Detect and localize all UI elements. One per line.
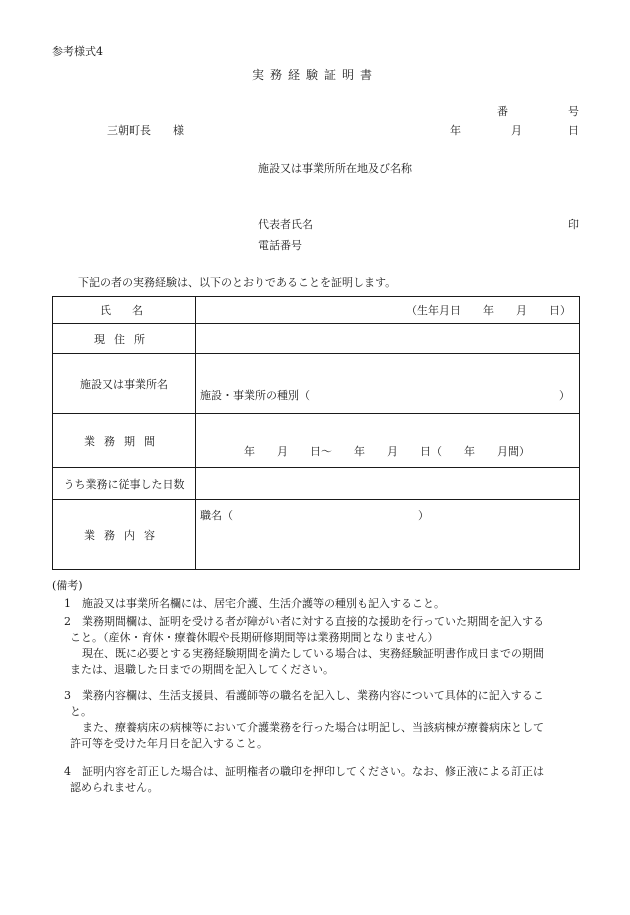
- facility-field[interactable]: [196, 354, 580, 414]
- address-label-cell: [53, 324, 196, 354]
- note-3-number: 3: [64, 689, 71, 702]
- note-2-line-4: または、退職した日までの期間を記入してください。: [70, 663, 334, 676]
- phone-label: 電話番号: [258, 239, 302, 252]
- days-label: うち業務に従事した日数: [63, 477, 185, 491]
- addressee-name: 三朝町長: [107, 124, 151, 137]
- note-3-line-1: 業務内容欄は、生活支援員、看護師等の職名を記入し、業務内容について具体的に記入するこ: [82, 689, 544, 702]
- number-label: 番: [497, 105, 508, 118]
- note-4: [64, 764, 544, 796]
- address-field[interactable]: [196, 324, 580, 354]
- name-label: 氏 名: [100, 304, 148, 317]
- form-reference: 参考様式4: [52, 45, 103, 58]
- note-4-line-2: 認められません。: [70, 781, 159, 794]
- note-4-line-1: 証明内容を訂正した場合は、証明権者の職印を押印してください。なお、修正液による訂正は: [82, 765, 544, 778]
- note-2-line-1: 業務期間欄は、証明を受ける者が障がい者に対する直接的な援助を行っていた期間を記入する: [82, 615, 544, 628]
- addressee: [107, 125, 184, 136]
- document-title: 実務経験証明書: [251, 68, 378, 82]
- facility-type-text: 施設・事業所の種別（: [200, 389, 310, 402]
- note-3-line-3: また、療養病床の病棟等において介護業務を行った場合は明記し、当該病棟が療養病床として: [82, 721, 544, 734]
- days-label-cell: [53, 468, 196, 500]
- note-2: [64, 614, 544, 678]
- row-period: [53, 414, 580, 468]
- note-2-line-3: 現在、既に必要とする実務経験期間を満たしている場合は、実務経験証明書作成日までの期間: [82, 647, 544, 660]
- experience-table: [52, 296, 580, 570]
- facility-label-cell: [53, 354, 196, 414]
- note-3-line-2: と。: [70, 705, 92, 718]
- note-2-number: 2: [64, 615, 71, 628]
- issuer-facility-label: 施設又は事業所所在地及び名称: [258, 162, 412, 175]
- row-days: [53, 468, 580, 500]
- name-field[interactable]: [196, 297, 580, 324]
- job-title-close: ）: [418, 509, 429, 522]
- address-label: 現住所: [94, 332, 154, 346]
- name-label-cell: [53, 297, 196, 324]
- certification-statement: 下記の者の実務経験は、以下のとおりであることを証明します。: [78, 276, 397, 289]
- row-facility: [53, 354, 580, 414]
- days-field[interactable]: [196, 468, 580, 500]
- date-day: 日: [568, 124, 579, 137]
- facility-label: 施設又は事業所名: [80, 377, 168, 391]
- period-label-cell: [53, 414, 196, 468]
- content-field[interactable]: [196, 500, 580, 570]
- note-3: [64, 688, 544, 752]
- period-label: 業務期間: [84, 434, 164, 448]
- note-1: [64, 596, 445, 612]
- period-field[interactable]: [196, 414, 580, 468]
- row-name: [53, 297, 580, 324]
- representative-label: 代表者氏名: [258, 218, 313, 231]
- note-3-line-4: 許可等を受けた年月日を記入すること。: [70, 737, 268, 750]
- note-1-text: 施設又は事業所名欄には、居宅介護、生活介護等の種別も記入すること。: [82, 597, 445, 610]
- note-4-number: 4: [64, 765, 71, 778]
- facility-type-close: ）: [559, 389, 570, 402]
- period-text: 年 月 日～ 年 月 日（ 年 月間）: [244, 445, 530, 458]
- birth-date-text: （生年月日 年 月 日）: [406, 304, 571, 317]
- note-1-number: 1: [64, 597, 71, 610]
- notes-heading: (備考): [52, 579, 83, 592]
- job-title-text: 職名（: [200, 509, 233, 522]
- content-label-cell: [53, 500, 196, 570]
- row-content: [53, 500, 580, 570]
- honorific: 様: [173, 124, 184, 137]
- content-label: 業務内容: [84, 528, 164, 542]
- date-month: 月: [511, 124, 522, 137]
- note-2-line-2: こと。（産休・育休・療養休暇や長期研修期間等は業務期間となりません）: [70, 631, 439, 644]
- row-address: [53, 324, 580, 354]
- date-year: 年: [450, 124, 461, 137]
- number-suffix: 号: [568, 105, 579, 118]
- seal-mark: 印: [568, 218, 579, 231]
